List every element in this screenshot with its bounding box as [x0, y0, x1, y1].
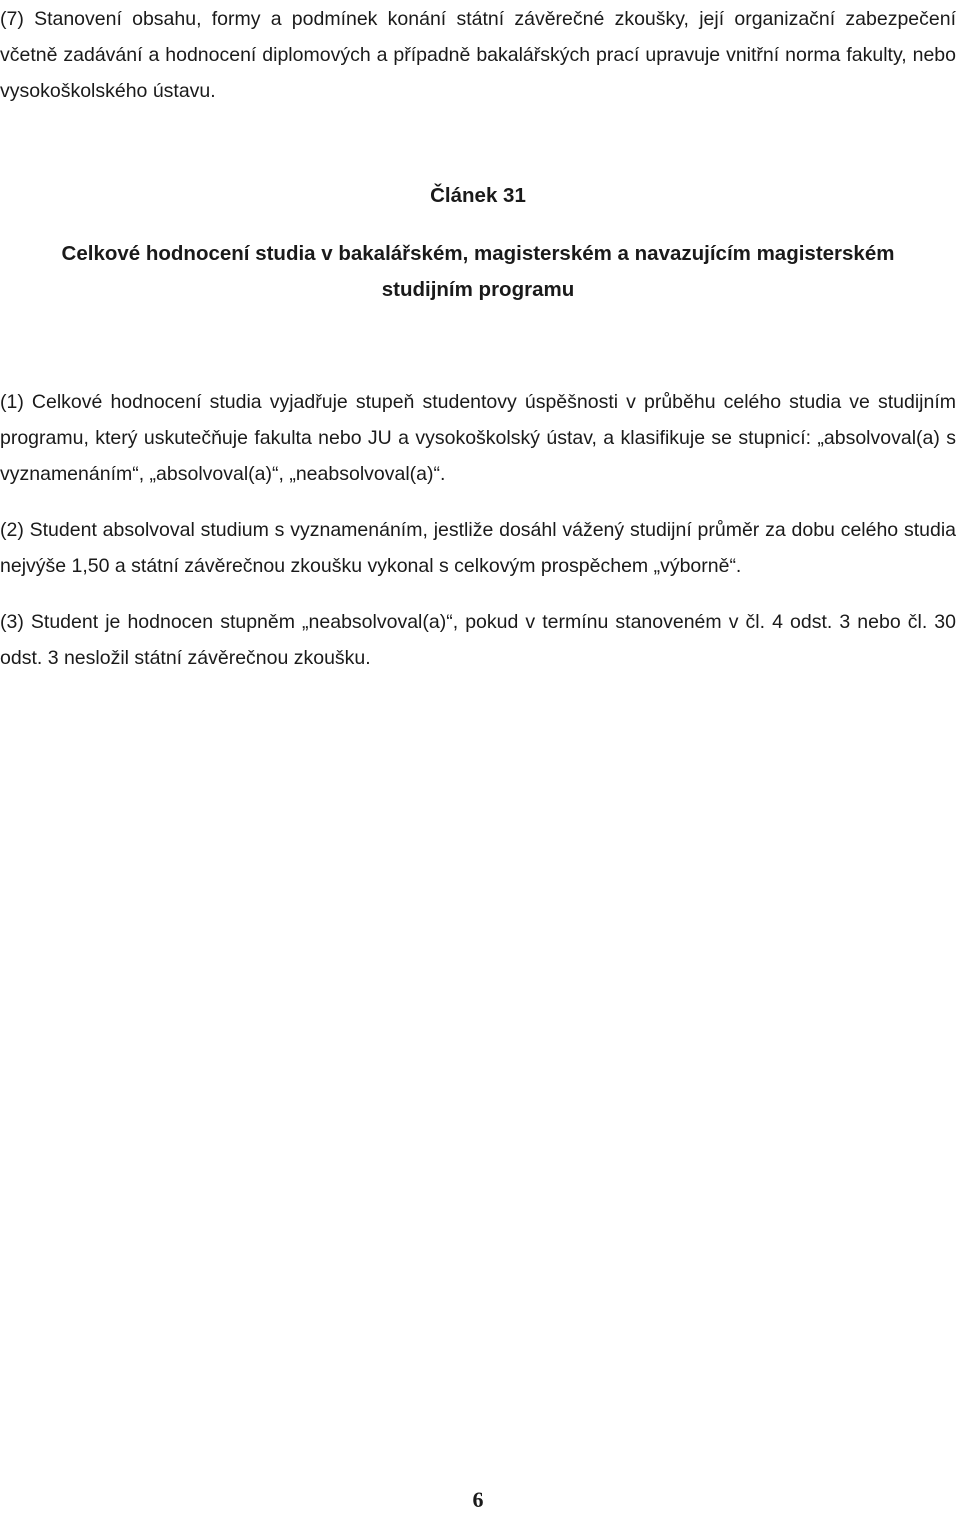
paragraph-2: (2) Student absolvoval studium s vyznamenáním, jestliže dosáhl vážený studijní průměr za dobu celého studia nejvýše 1,50 a státní závěrečnou zkoušku vykonal s celkovým prospěchem „výborně“. — [0, 519, 956, 577]
article-number: Článek 31 — [430, 184, 526, 207]
article-body — [0, 384, 956, 676]
article-title: Celkové hodnocení studia v bakalářském, magisterském a navazujícím magisterském studijním programu — [61, 242, 895, 301]
intro-paragraph: (7) Stanovení obsahu, formy a podmínek konání státní závěrečné zkoušky, její organizační zabezpečení včetně zadávání a hodnocení diplomových a případně bakalářských prací upravuje vnitřní norma fakulty, nebo vysokoškolského ústavu. — [0, 8, 956, 102]
page-number: 6 — [472, 1487, 484, 1512]
paragraph-1: (1) Celkové hodnocení studia vyjadřuje stupeň studentovy úspěšnosti v průběhu celého studia ve studijním programu, který uskutečňuje fakulta nebo JU a vysokoškolský ústav, a klasifikuje se stupnicí: „absolvoval(a) s vyznamenáním“, „absolvoval(a)“, „neabsolvoval(a)“. — [0, 391, 956, 485]
paragraph-3: (3) Student je hodnocen stupněm „neabsolvoval(a)“, pokud v termínu stanoveném v čl. 4 odst. 3 nebo čl. 30 odst. 3 nesložil státní závěrečnou zkoušku. — [0, 611, 956, 669]
